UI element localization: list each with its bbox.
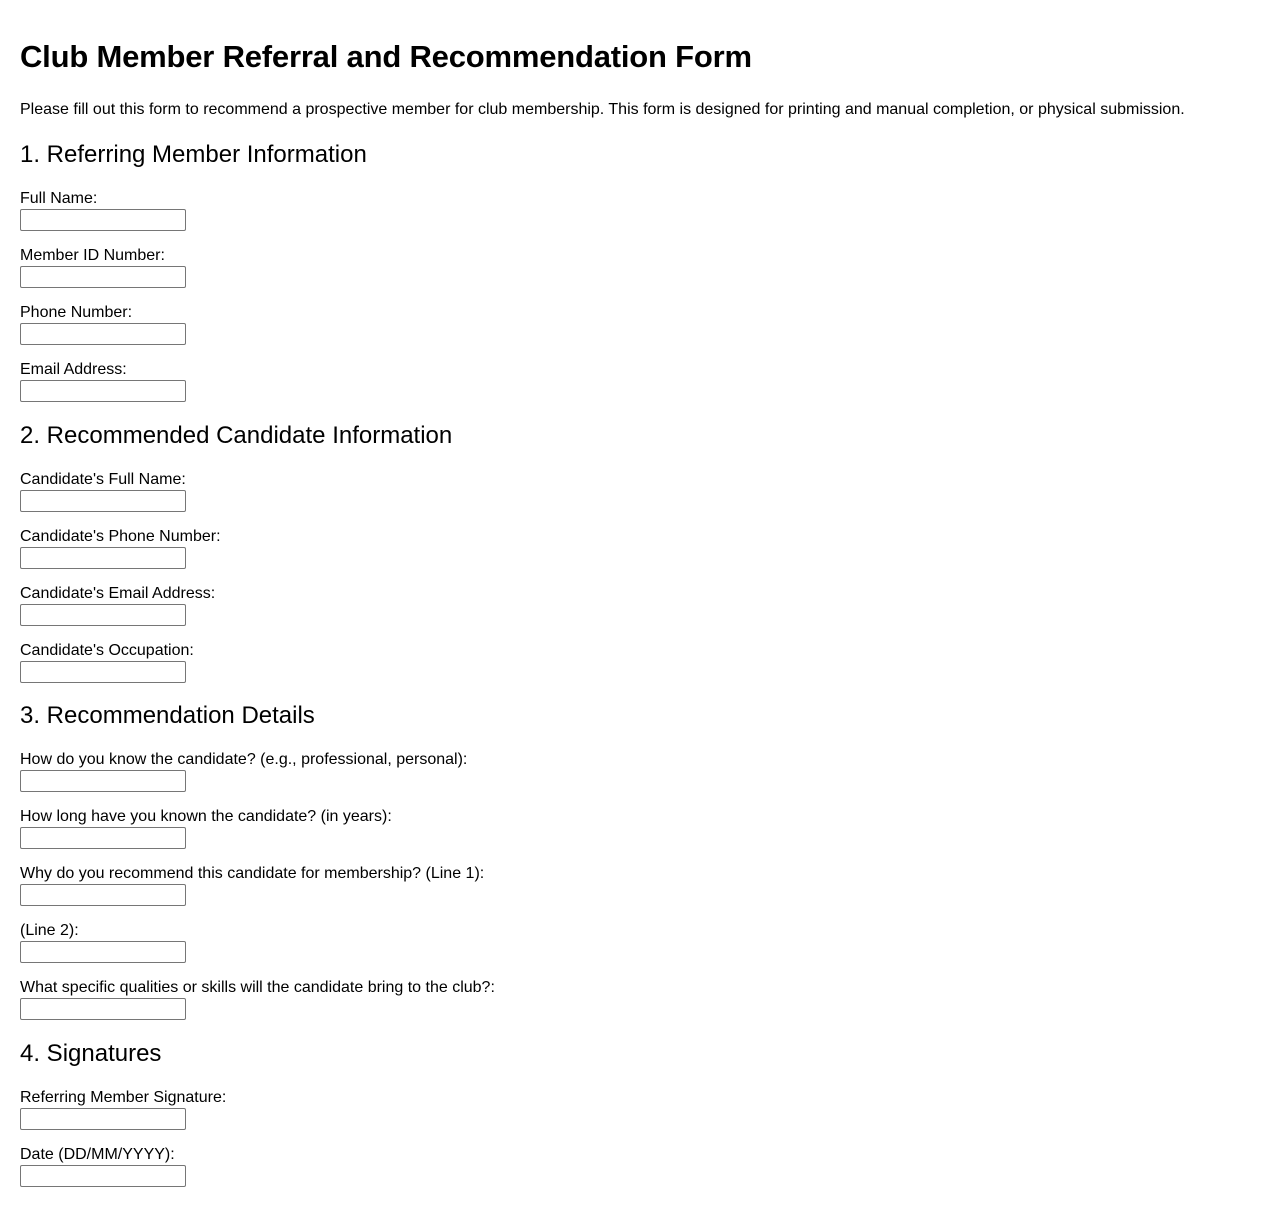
date-input[interactable] (20, 1165, 186, 1187)
phone-number-input[interactable] (20, 323, 186, 345)
field-date (20, 1146, 186, 1187)
how-know-candidate-input[interactable] (20, 770, 186, 792)
field-candidate-occupation (20, 642, 194, 683)
candidate-phone-input[interactable] (20, 547, 186, 569)
email-address-label: Email Address: (20, 361, 127, 378)
why-recommend-line-1-input[interactable] (20, 884, 186, 906)
field-years-known (20, 808, 392, 849)
candidate-email-label: Candidate's Email Address: (20, 585, 216, 602)
field-referring-member-signature (20, 1089, 226, 1130)
candidate-occupation-label: Candidate's Occupation: (20, 642, 194, 659)
field-phone-number (20, 304, 186, 345)
referring-member-signature-input[interactable] (20, 1108, 186, 1130)
phone-number-label: Phone Number: (20, 304, 133, 321)
how-know-candidate-label: How do you know the candidate? (e.g., professional, personal): (20, 751, 468, 768)
field-candidate-full-name (20, 471, 186, 512)
years-known-label: How long have you known the candidate? (in years): (20, 808, 392, 825)
full-name-label: Full Name: (20, 190, 98, 207)
referring-member-signature-label: Referring Member Signature: (20, 1089, 227, 1106)
field-member-id (20, 247, 186, 288)
full-name-input[interactable] (20, 209, 186, 231)
field-qualities-skills (20, 979, 495, 1020)
email-address-input[interactable] (20, 380, 186, 402)
candidate-full-name-label: Candidate's Full Name: (20, 471, 186, 488)
section-heading-signatures: 4. Signatures (20, 1040, 162, 1067)
field-full-name (20, 190, 186, 231)
years-known-input[interactable] (20, 827, 186, 849)
candidate-occupation-input[interactable] (20, 661, 186, 683)
why-recommend-line-2-label: (Line 2): (20, 922, 79, 939)
page-title: Club Member Referral and Recommendation Form (20, 39, 752, 74)
field-candidate-phone (20, 528, 221, 569)
section-heading-candidate-info: 2. Recommended Candidate Information (20, 422, 453, 449)
qualities-skills-label: What specific qualities or skills will the candidate bring to the club?: (20, 979, 495, 996)
section-heading-referring-member: 1. Referring Member Information (20, 141, 367, 168)
field-candidate-email (20, 585, 215, 626)
form-intro: Please fill out this form to recommend a prospective member for club membership. This form is designed for printing and manual completion, or physical submission. (20, 101, 1185, 118)
why-recommend-line-2-input[interactable] (20, 941, 186, 963)
candidate-full-name-input[interactable] (20, 490, 186, 512)
date-label: Date (DD/MM/YYYY): (20, 1146, 175, 1163)
member-id-input[interactable] (20, 266, 186, 288)
member-id-label: Member ID Number: (20, 247, 165, 264)
candidate-phone-label: Candidate's Phone Number: (20, 528, 221, 545)
why-recommend-line-1-label: Why do you recommend this candidate for membership? (Line 1): (20, 865, 485, 882)
field-email-address (20, 361, 186, 402)
candidate-email-input[interactable] (20, 604, 186, 626)
field-why-recommend-line-2 (20, 922, 186, 963)
field-why-recommend-line-1 (20, 865, 484, 906)
field-how-know-candidate (20, 751, 467, 792)
qualities-skills-input[interactable] (20, 998, 186, 1020)
section-heading-recommendation-details: 3. Recommendation Details (20, 702, 315, 729)
